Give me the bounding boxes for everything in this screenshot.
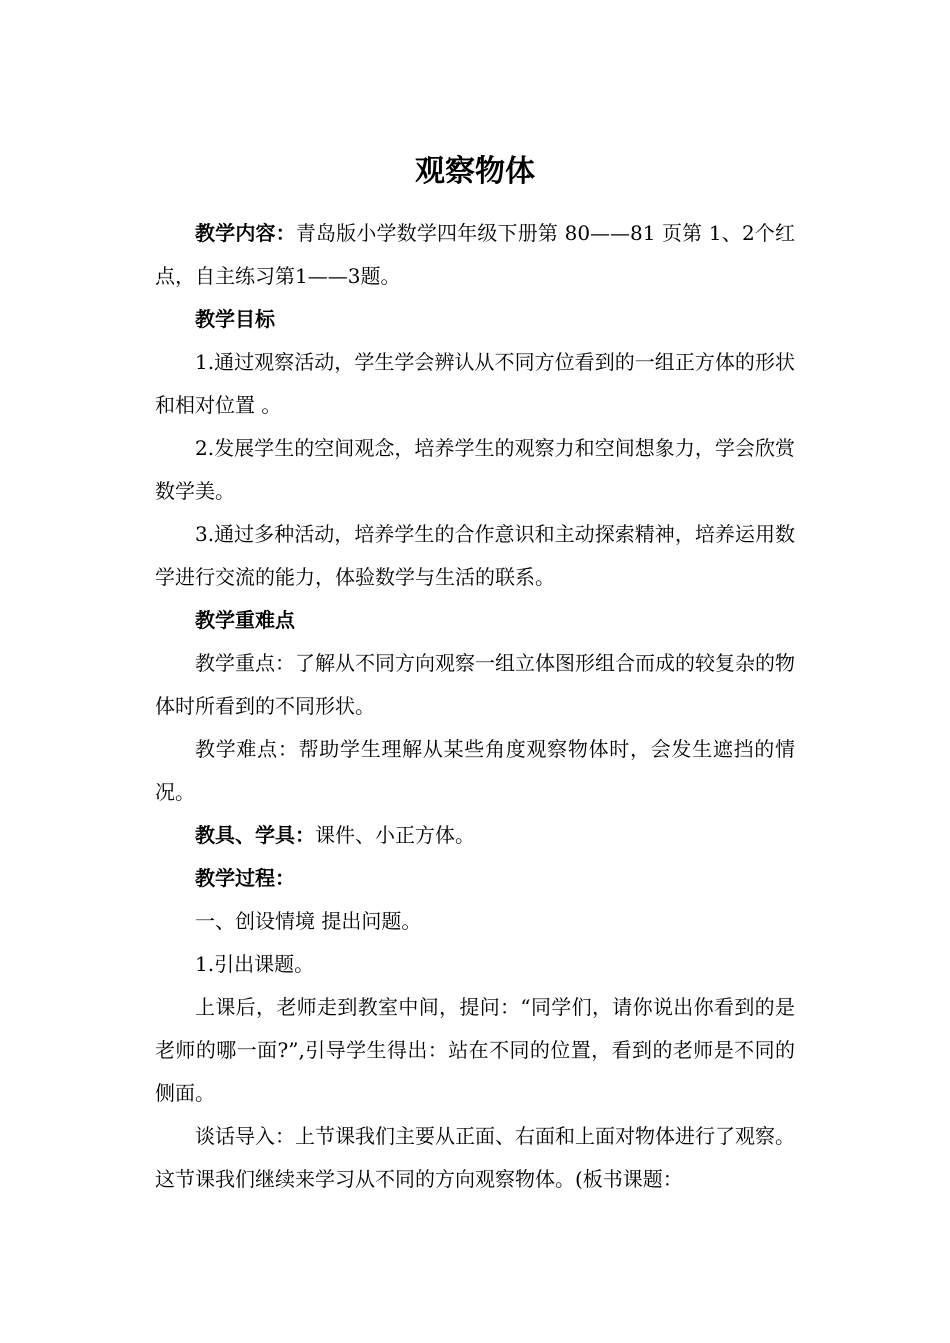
tools-label: 教具、学具： — [195, 823, 315, 847]
process-heading: 教学过程： — [195, 866, 295, 890]
difficult-point-paragraph: 教学难点：帮助学生理解从某些角度观察物体时，会发生遮挡的情况。 — [155, 737, 795, 804]
tools-text: 课件、小正方体。 — [315, 823, 475, 847]
key-difficult-heading: 教学重难点 — [195, 608, 295, 632]
goals-heading: 教学目标 — [195, 307, 275, 331]
body-paragraph: 上课后，老师走到教室中间，提问：“同学们，请你说出你看到的是老师的哪一面?”,引导学生得出：站在不同的位置，看到的老师是不同的侧面。 — [155, 995, 795, 1105]
teaching-content-text: 青岛版小学数学四年级下册第 80——81 页第 1、2个红点，自主练习第1——3题。 — [155, 221, 796, 288]
goal-item: 2.发展学生的空间观念，培养学生的观察力和空间想象力，学会欣赏数学美。 — [155, 436, 795, 503]
body-paragraph: 谈话导入：上节课我们主要从正面、右面和上面对物体进行了观察。这节课我们继续来学习从不同的方向观察物体。(板书课题： — [155, 1124, 795, 1191]
goal-item: 3.通过多种活动，培养学生的合作意识和主动探索精神，培养运用数学进行交流的能力，体验数学与生活的联系。 — [155, 522, 795, 589]
tools-paragraph — [155, 814, 795, 857]
step-heading: 1.引出课题。 — [195, 952, 315, 976]
document-body — [155, 212, 795, 1201]
page-title: 观察物体 — [415, 154, 535, 189]
goal-item: 1.通过观察活动，学生学会辨认从不同方位看到的一组正方体的形状和相对位置 。 — [155, 350, 795, 417]
section-heading: 一、创设情境 提出问题。 — [195, 909, 422, 933]
key-point-paragraph: 教学重点：了解从不同方向观察一组立体图形组合而成的较复杂的物体时所看到的不同形状。 — [155, 651, 795, 718]
teaching-content-label: 教学内容： — [195, 221, 296, 245]
teaching-content-paragraph — [155, 212, 795, 298]
